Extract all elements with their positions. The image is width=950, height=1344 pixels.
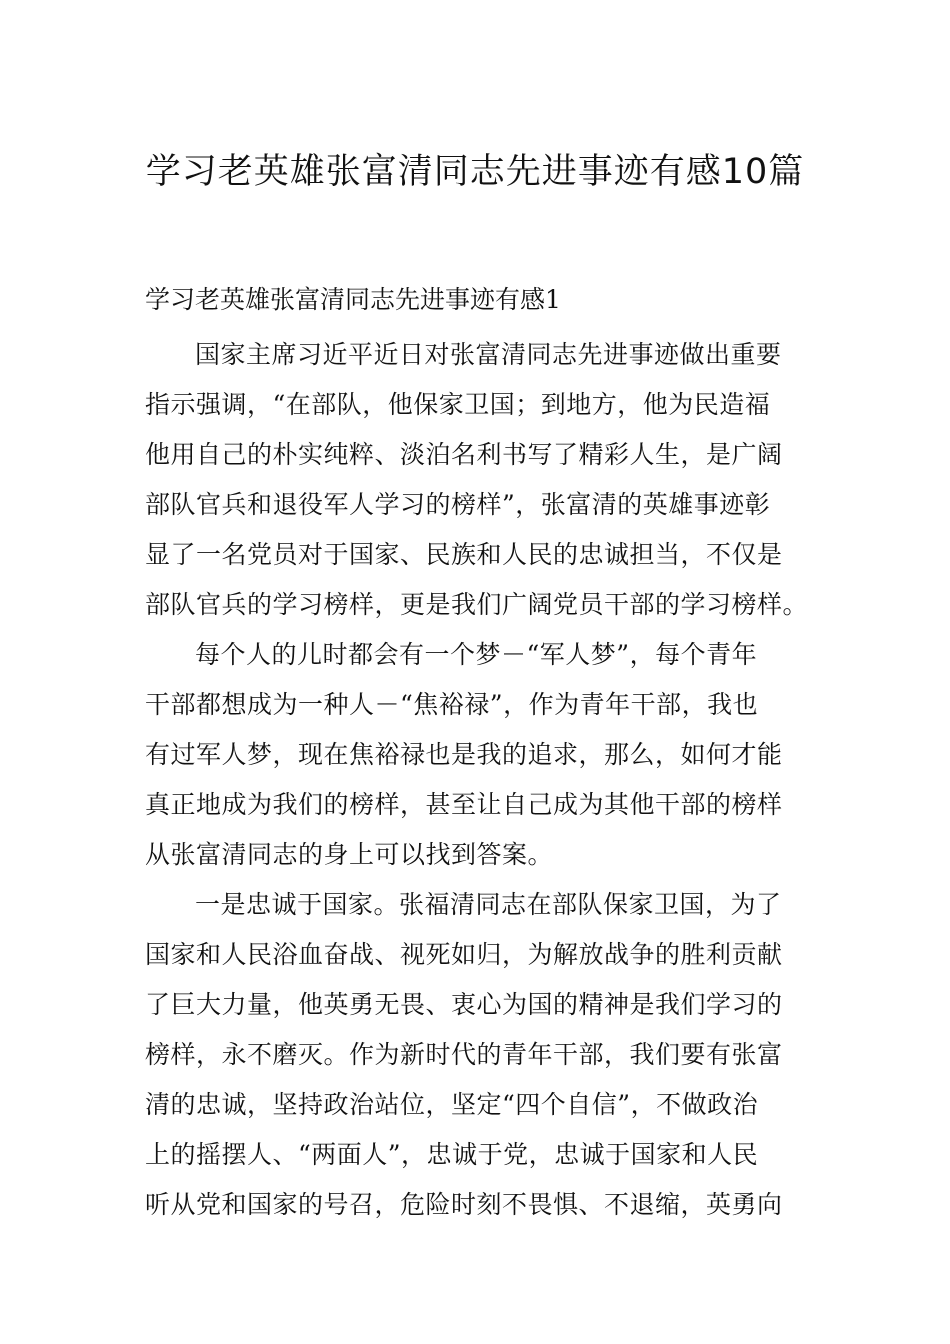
text-line: 国家和人民浴血奋战、视死如归，为解放战争的胜利贡献 [145, 940, 783, 969]
text-line: 部队官兵的学习榜样，更是我们广阔党员干部的学习榜样。 [145, 590, 809, 619]
text-line: 清的忠诚，坚持政治站位，坚定“四个自信”，不做政治 [145, 1090, 759, 1119]
document-title: 学习老英雄张富清同志先进事迹有感10篇 [145, 152, 805, 192]
paragraph [145, 880, 810, 1230]
text-line: 国家主席习近平近日对张富清同志先进事迹做出重要 [195, 340, 782, 369]
text-line: 显了一名党员对于国家、民族和人民的忠诚担当，不仅是 [145, 540, 783, 569]
text-line: 从张富清同志的身上可以找到答案。 [145, 840, 554, 869]
text-line: 指示强调，“在部队，他保家卫国；到地方，他为民造福 [145, 390, 771, 419]
text-line: 有过军人梦，现在焦裕禄也是我的追求，那么，如何才能 [145, 740, 783, 769]
text-line: 上的摇摆人、“两面人”，忠诚于党，忠诚于国家和人民 [145, 1140, 759, 1169]
text-line: 部队官兵和退役军人学习的榜样”，张富清的英雄事迹彰 [145, 490, 771, 519]
text-line: 每个人的儿时都会有一个梦－“军人梦”，每个青年 [195, 640, 758, 669]
text-line: 了巨大力量，他英勇无畏、衷心为国的精神是我们学习的 [145, 990, 783, 1019]
text-line: 榜样，永不磨灭。作为新时代的青年干部，我们要有张富 [145, 1040, 783, 1069]
text-line: 一是忠诚于国家。张福清同志在部队保家卫国，为了 [195, 890, 782, 919]
paragraph [145, 330, 810, 630]
document-body [145, 330, 810, 1230]
paragraph [145, 630, 810, 880]
text-line: 干部都想成为一种人－“焦裕禄”，作为青年干部，我也 [145, 690, 759, 719]
text-line: 听从党和国家的号召，危险时刻不畏惧、不退缩，英勇向 [145, 1190, 783, 1219]
text-line: 真正地成为我们的榜样，甚至让自己成为其他干部的榜样 [145, 790, 783, 819]
section-heading: 学习老英雄张富清同志先进事迹有感1 [145, 285, 561, 314]
text-line: 他用自己的朴实纯粹、淡泊名利书写了精彩人生，是广阔 [145, 440, 783, 469]
